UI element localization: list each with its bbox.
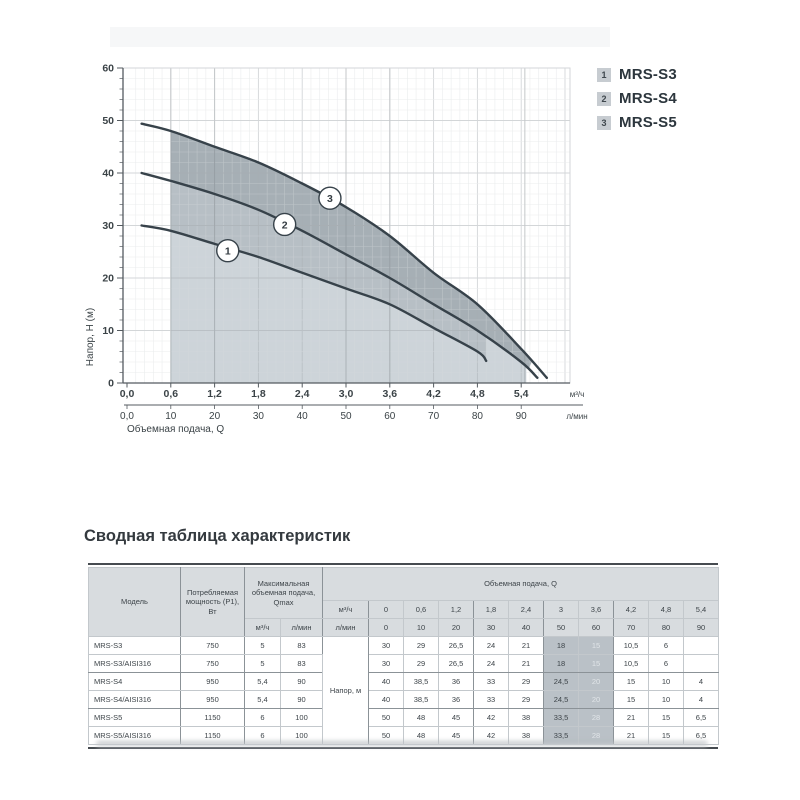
table-row bbox=[89, 655, 719, 673]
legend-label: MRS-S4 bbox=[619, 90, 677, 107]
cell-power: 750 bbox=[181, 655, 245, 673]
cell-head-value: 38,5 bbox=[404, 673, 439, 691]
q-m3h-value: 2,4 bbox=[509, 601, 544, 619]
cell-head-value: 30 bbox=[369, 655, 404, 673]
chart-svg bbox=[80, 25, 660, 465]
legend-number-badge: 2 bbox=[597, 92, 611, 106]
cell-head-value: 21 bbox=[509, 637, 544, 655]
q-m3h-value: 5,4 bbox=[684, 601, 719, 619]
cell-power: 1150 bbox=[181, 709, 245, 727]
table-shadow bbox=[96, 741, 708, 747]
qmax-unit-m3h: м³/ч bbox=[245, 619, 281, 637]
cell-head-value: 10,5 bbox=[614, 655, 649, 673]
unit-m3h: м³/ч bbox=[323, 601, 369, 619]
cell-head-label: Напор, м bbox=[323, 637, 369, 745]
cell-head-value: 24,5 bbox=[544, 691, 579, 709]
cell-head-value: 38 bbox=[509, 727, 544, 745]
cell-head-value: 48 bbox=[404, 727, 439, 745]
cell-head-value: 20 bbox=[579, 691, 614, 709]
cell-head-value: 30 bbox=[369, 637, 404, 655]
cell-head-value: 33,5 bbox=[544, 709, 579, 727]
characteristics-table bbox=[88, 567, 718, 745]
q-m3h-value: 1,2 bbox=[439, 601, 474, 619]
q-m3h-value: 0 bbox=[369, 601, 404, 619]
svg-text:30: 30 bbox=[252, 411, 264, 422]
cell-head-value: 15 bbox=[579, 655, 614, 673]
curve-badge-1 bbox=[217, 240, 239, 262]
cell-head-value: 24 bbox=[474, 637, 509, 655]
curve-badge-3 bbox=[319, 187, 341, 209]
table-title: Сводная таблица характеристик bbox=[84, 527, 351, 545]
pump-performance-chart bbox=[80, 25, 660, 465]
table-row bbox=[89, 691, 719, 709]
cell-head-value: 21 bbox=[509, 655, 544, 673]
q-m3h-value: 4,2 bbox=[614, 601, 649, 619]
legend-item-mrs-s4 bbox=[597, 90, 677, 107]
svg-text:0,0: 0,0 bbox=[119, 388, 135, 400]
svg-text:10: 10 bbox=[102, 325, 114, 337]
svg-text:1,8: 1,8 bbox=[251, 388, 266, 400]
legend-number-badge: 1 bbox=[597, 68, 611, 82]
cell-head-value: 45 bbox=[439, 709, 474, 727]
cell-qmax-lmin: 100 bbox=[281, 727, 323, 745]
cell-head-value: 6 bbox=[649, 637, 684, 655]
cell-qmax-m3h: 6 bbox=[245, 709, 281, 727]
svg-text:3: 3 bbox=[327, 193, 333, 205]
cell-head-value: 15 bbox=[614, 673, 649, 691]
cell-head-value: 21 bbox=[614, 727, 649, 745]
svg-text:1: 1 bbox=[224, 245, 231, 258]
cell-qmax-lmin: 90 bbox=[281, 673, 323, 691]
cell-head-value: 38 bbox=[509, 709, 544, 727]
legend-number-badge: 3 bbox=[597, 116, 611, 130]
svg-text:3,6: 3,6 bbox=[382, 388, 398, 400]
cell-model: MRS-S5 bbox=[89, 709, 181, 727]
cell-qmax-m3h: 5 bbox=[245, 637, 281, 655]
q-m3h-value: 3,6 bbox=[579, 601, 614, 619]
cell-head-value: 38,5 bbox=[404, 691, 439, 709]
col-header-model: Модель bbox=[89, 568, 181, 637]
q-m3h-value: 1,8 bbox=[474, 601, 509, 619]
cell-head-value: 15 bbox=[579, 637, 614, 655]
cell-head-value bbox=[684, 637, 719, 655]
cell-head-value: 20 bbox=[579, 673, 614, 691]
cell-qmax-m3h: 5 bbox=[245, 655, 281, 673]
cell-model: MRS-S3/AISI316 bbox=[89, 655, 181, 673]
q-lmin-value: 60 bbox=[579, 619, 614, 637]
q-lmin-value: 90 bbox=[684, 619, 719, 637]
cell-head-value: 15 bbox=[649, 709, 684, 727]
cell-head-value: 6,5 bbox=[684, 727, 719, 745]
cell-head-value: 33,5 bbox=[544, 727, 579, 745]
q-lmin-value: 0 bbox=[369, 619, 404, 637]
cell-head-value: 45 bbox=[439, 727, 474, 745]
q-m3h-value: 3 bbox=[544, 601, 579, 619]
cell-model: MRS-S5/AISI316 bbox=[89, 727, 181, 745]
cell-head-value: 40 bbox=[369, 673, 404, 691]
svg-text:2,4: 2,4 bbox=[294, 388, 310, 400]
svg-text:10: 10 bbox=[165, 411, 177, 422]
svg-text:м³/ч: м³/ч bbox=[569, 390, 585, 399]
cell-head-value: 29 bbox=[404, 637, 439, 655]
cell-power: 1150 bbox=[181, 727, 245, 745]
cell-head-value: 29 bbox=[509, 673, 544, 691]
x-axis-title: Объемная подача, Q bbox=[127, 424, 225, 435]
cell-model: MRS-S3 bbox=[89, 637, 181, 655]
svg-text:50: 50 bbox=[340, 411, 352, 422]
svg-text:0,6: 0,6 bbox=[163, 388, 179, 400]
q-lmin-value: 10 bbox=[404, 619, 439, 637]
legend-item-mrs-s5 bbox=[597, 114, 677, 131]
cell-qmax-lmin: 83 bbox=[281, 655, 323, 673]
cell-head-value: 40 bbox=[369, 691, 404, 709]
svg-text:1,2: 1,2 bbox=[207, 388, 222, 400]
cell-qmax-lmin: 83 bbox=[281, 637, 323, 655]
cell-head-value: 18 bbox=[544, 637, 579, 655]
cell-head-value: 21 bbox=[614, 709, 649, 727]
cell-head-value: 4 bbox=[684, 691, 719, 709]
svg-text:40: 40 bbox=[296, 411, 308, 422]
faint-top-band bbox=[110, 27, 610, 47]
cell-qmax-m3h: 6 bbox=[245, 727, 281, 745]
cell-model: MRS-S4 bbox=[89, 673, 181, 691]
cell-head-value: 29 bbox=[404, 655, 439, 673]
svg-text:4,2: 4,2 bbox=[426, 388, 441, 400]
svg-text:0: 0 bbox=[108, 377, 114, 390]
axis-l-min bbox=[120, 405, 588, 435]
col-header-qmax: Максимальная объемная подача, Qmax bbox=[245, 568, 323, 619]
svg-text:20: 20 bbox=[102, 272, 114, 285]
svg-text:20: 20 bbox=[209, 411, 221, 422]
q-lmin-value: 80 bbox=[649, 619, 684, 637]
cell-head-value: 15 bbox=[649, 727, 684, 745]
svg-text:4,8: 4,8 bbox=[470, 388, 485, 400]
cell-head-value: 36 bbox=[439, 691, 474, 709]
cell-head-value: 33 bbox=[474, 691, 509, 709]
svg-text:5,4: 5,4 bbox=[513, 388, 529, 400]
cell-qmax-lmin: 90 bbox=[281, 691, 323, 709]
characteristics-table-wrap bbox=[88, 563, 718, 749]
cell-head-value: 10,5 bbox=[614, 637, 649, 655]
q-lmin-value: 20 bbox=[439, 619, 474, 637]
cell-model: MRS-S4/AISI316 bbox=[89, 691, 181, 709]
svg-text:90: 90 bbox=[515, 411, 527, 422]
y-axis-title: Напор, Н (м) bbox=[85, 307, 96, 367]
svg-text:60: 60 bbox=[102, 62, 114, 75]
cell-head-value: 28 bbox=[579, 709, 614, 727]
q-lmin-value: 70 bbox=[614, 619, 649, 637]
svg-text:0,0: 0,0 bbox=[120, 411, 134, 422]
cell-head-value: 28 bbox=[579, 727, 614, 745]
q-m3h-value: 4,8 bbox=[649, 601, 684, 619]
svg-text:40: 40 bbox=[102, 167, 114, 180]
chart-legend bbox=[597, 66, 677, 138]
cell-head-value: 29 bbox=[509, 691, 544, 709]
svg-text:3,0: 3,0 bbox=[338, 388, 354, 400]
svg-text:30: 30 bbox=[102, 220, 114, 232]
q-lmin-value: 40 bbox=[509, 619, 544, 637]
cell-qmax-lmin: 100 bbox=[281, 709, 323, 727]
unit-lmin: л/мин bbox=[323, 619, 369, 637]
q-lmin-value: 50 bbox=[544, 619, 579, 637]
cell-head-value: 36 bbox=[439, 673, 474, 691]
cell-power: 950 bbox=[181, 691, 245, 709]
q-lmin-value: 30 bbox=[474, 619, 509, 637]
cell-qmax-m3h: 5,4 bbox=[245, 673, 281, 691]
cell-head-value: 26,5 bbox=[439, 655, 474, 673]
cell-power: 750 bbox=[181, 637, 245, 655]
cell-head-value: 24,5 bbox=[544, 673, 579, 691]
cell-head-value: 6 bbox=[649, 655, 684, 673]
curve-badge-2 bbox=[274, 213, 296, 235]
cell-head-value: 10 bbox=[649, 673, 684, 691]
summary-table bbox=[88, 567, 719, 745]
svg-text:60: 60 bbox=[384, 411, 396, 422]
svg-text:70: 70 bbox=[428, 411, 440, 422]
cell-head-value: 18 bbox=[544, 655, 579, 673]
table-row bbox=[89, 673, 719, 691]
cell-head-value: 50 bbox=[369, 727, 404, 745]
svg-text:2: 2 bbox=[281, 219, 288, 232]
cell-power: 950 bbox=[181, 673, 245, 691]
svg-text:50: 50 bbox=[102, 115, 114, 127]
legend-item-mrs-s3 bbox=[597, 66, 677, 83]
col-header-power: Потребляемая мощность (P1), Вт bbox=[181, 568, 245, 637]
qmax-unit-lmin: л/мин bbox=[281, 619, 323, 637]
svg-text:80: 80 bbox=[471, 411, 483, 422]
cell-head-value: 6,5 bbox=[684, 709, 719, 727]
cell-head-value: 42 bbox=[474, 709, 509, 727]
legend-label: MRS-S3 bbox=[619, 66, 677, 83]
cell-head-value bbox=[684, 655, 719, 673]
legend-label: MRS-S5 bbox=[619, 114, 677, 131]
cell-head-value: 42 bbox=[474, 727, 509, 745]
cell-head-value: 26,5 bbox=[439, 637, 474, 655]
table-row bbox=[89, 709, 719, 727]
cell-qmax-m3h: 5,4 bbox=[245, 691, 281, 709]
cell-head-value: 4 bbox=[684, 673, 719, 691]
cell-head-value: 15 bbox=[614, 691, 649, 709]
col-header-q-group: Объемная подача, Q bbox=[323, 568, 719, 601]
cell-head-value: 50 bbox=[369, 709, 404, 727]
cell-head-value: 24 bbox=[474, 655, 509, 673]
cell-head-value: 10 bbox=[649, 691, 684, 709]
cell-head-value: 33 bbox=[474, 673, 509, 691]
cell-head-value: 48 bbox=[404, 709, 439, 727]
table-row bbox=[89, 637, 719, 655]
q-m3h-value: 0,6 bbox=[404, 601, 439, 619]
svg-text:л/мин: л/мин bbox=[566, 412, 588, 421]
